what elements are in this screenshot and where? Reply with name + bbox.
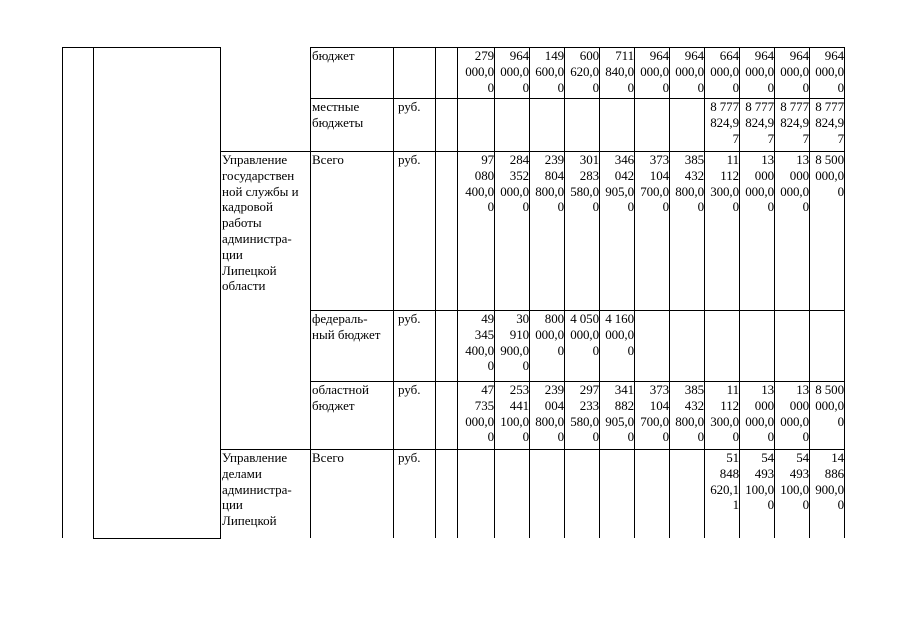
cell-value [458,99,494,151]
cell-value: 964 000,0 0 [500,48,529,95]
cell-value: 13 000 000,0 0 [780,382,809,445]
cell-value [705,311,739,381]
cell-value [530,99,564,151]
cell-value: 8 500 000,0 0 [815,382,844,429]
cell-funding-source: бюджет [312,48,355,63]
cell-value: 4 050 000,0 0 [570,311,599,358]
table-column-line [435,47,436,538]
table-border-col-number [93,47,94,539]
cell-value: 49 345 400,0 0 [465,311,494,374]
cell-value [670,450,704,538]
cell-value [740,311,774,381]
cell-value: 8 777 824,9 7 [780,99,809,146]
cell-value [600,450,634,538]
table-column-line [393,47,394,538]
cell-value: 385 432 800,0 0 [675,152,704,215]
cell-value: 600 620,0 0 [570,48,599,95]
cell-value [670,311,704,381]
cell-value [458,450,494,538]
cell-value: 54 493 100,0 0 [780,450,809,513]
cell-value: 13 000 000,0 0 [745,152,774,215]
cell-unit: руб. [398,382,421,397]
cell-value: 297 233 580,0 0 [570,382,599,445]
cell-value [635,311,669,381]
cell-value [495,99,529,151]
cell-funding-source: местные бюджеты [312,99,364,130]
cell-value: 8 777 824,9 7 [745,99,774,146]
cell-value: 239 004 800,0 0 [535,382,564,445]
table-border-bottom-left [93,538,221,539]
cell-value [810,311,844,381]
cell-value: 4 160 000,0 0 [605,311,634,358]
cell-value: 301 283 580,0 0 [570,152,599,215]
cell-unit [397,48,435,98]
cell-value: 964 000,0 0 [675,48,704,95]
table-border-left [62,47,63,538]
cell-value: 8 777 824,9 7 [815,99,844,146]
cell-value: 964 000,0 0 [745,48,774,95]
cell-unit: руб. [398,311,421,326]
cell-value [635,99,669,151]
cell-value: 14 886 900,0 0 [815,450,844,513]
cell-value: 711 840,0 0 [605,48,634,95]
cell-unit: руб. [398,99,421,114]
cell-value: 239 804 800,0 0 [535,152,564,215]
cell-value: 385 432 800,0 0 [675,382,704,445]
cell-value: 149 600,0 0 [535,48,564,95]
cell-value: 279 000,0 0 [465,48,494,95]
cell-value: 47 735 000,0 0 [465,382,494,445]
cell-value [600,99,634,151]
cell-unit: руб. [398,450,421,465]
cell-department: Управление делами администра- ции Липецкой [222,450,292,529]
cell-value: 346 042 905,0 0 [605,152,634,215]
cell-value: 13 000 000,0 0 [745,382,774,445]
cell-value [495,450,529,538]
cell-funding-source: Всего [312,450,344,465]
cell-value: 13 000 000,0 0 [780,152,809,215]
cell-value: 664 000,0 0 [710,48,739,95]
cell-value: 30 910 900,0 0 [500,311,529,374]
cell-value: 964 000,0 0 [815,48,844,95]
cell-value [530,450,564,538]
cell-unit: руб. [398,152,421,167]
cell-value: 800 000,0 0 [535,311,564,358]
cell-value: 54 493 100,0 0 [745,450,774,513]
cell-value: 373 104 700,0 0 [640,152,669,215]
cell-value: 11 112 300,0 0 [710,152,739,215]
table-column-line [844,47,845,538]
cell-value: 8 777 824,9 7 [710,99,739,146]
cell-value: 97 080 400,0 0 [465,152,494,215]
cell-value [565,99,599,151]
cell-value [565,450,599,538]
cell-value: 11 112 300,0 0 [710,382,739,445]
cell-value [775,311,809,381]
cell-value: 373 104 700,0 0 [640,382,669,445]
cell-funding-source: федераль- ный бюджет [312,311,381,342]
cell-value [635,450,669,538]
cell-department: Управление государствен ной службы и кадровой работы администра- ции Липецкой области [222,152,299,294]
cell-value: 253 441 100,0 0 [500,382,529,445]
cell-funding-source: областной бюджет [312,382,369,413]
table-border-top-left [62,47,221,48]
cell-funding-source: Всего [312,152,344,167]
cell-value: 8 500 000,0 0 [815,152,844,199]
cell-value: 284 352 000,0 0 [500,152,529,215]
cell-value: 964 000,0 0 [780,48,809,95]
cell-value [670,99,704,151]
cell-value: 964 000,0 0 [640,48,669,95]
cell-value: 51 848 620,1 1 [710,450,739,513]
cell-value: 341 882 905,0 0 [605,382,634,445]
